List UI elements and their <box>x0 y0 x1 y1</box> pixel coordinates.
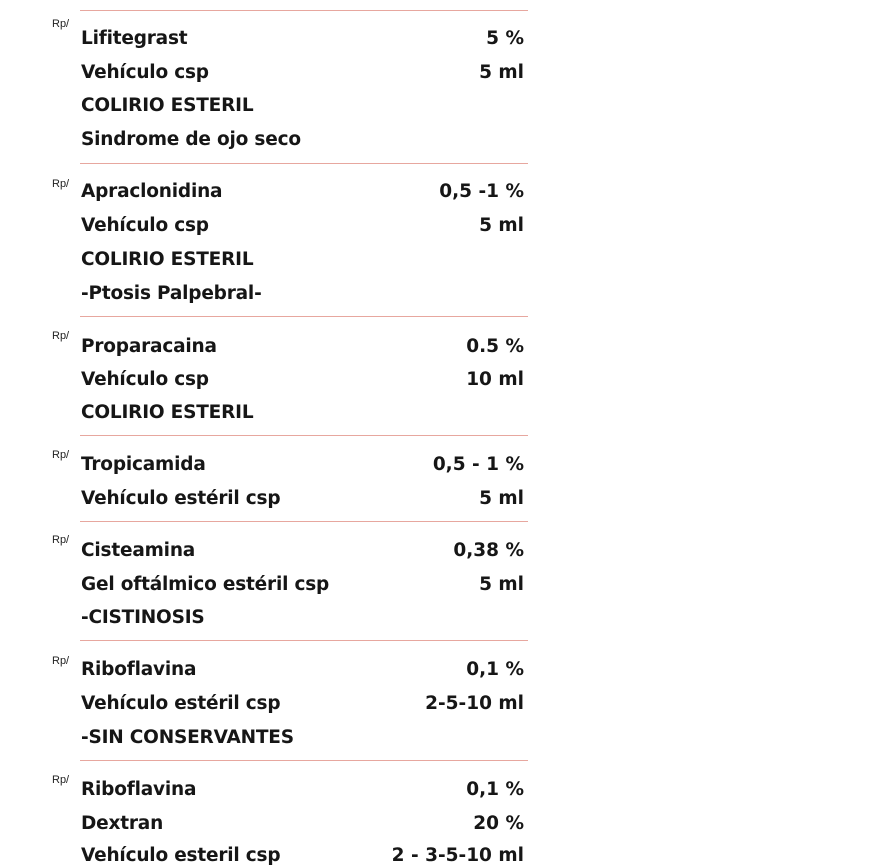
rp-label: Rp/ <box>52 534 70 546</box>
formula-line-text: -CISTINOSIS <box>81 607 205 628</box>
formula-line-text: Vehículo estéril csp <box>81 488 281 509</box>
formula-line-text: Riboflavina <box>81 779 197 800</box>
rp-label: Rp/ <box>52 330 70 342</box>
formula-line-text: Vehículo csp <box>81 62 209 83</box>
divider-line <box>80 435 528 436</box>
divider-line <box>80 760 528 761</box>
formula-line-text: COLIRIO ESTERIL <box>81 402 254 423</box>
formula-line-text: Riboflavina <box>81 659 197 680</box>
rp-label: Rp/ <box>52 178 70 190</box>
formula-line-value: 0,1 % <box>466 779 524 800</box>
divider-line <box>80 521 528 522</box>
rp-label: Rp/ <box>52 655 70 667</box>
formula-line-value: 0,1 % <box>466 659 524 680</box>
formula-line-value: 5 ml <box>479 488 524 509</box>
formula-line-text: -Ptosis Palpebral- <box>81 283 262 304</box>
formula-line-text: Proparacaina <box>81 336 217 357</box>
formula-line-text: -SIN CONSERVANTES <box>81 727 294 748</box>
formula-line-text: COLIRIO ESTERIL <box>81 95 254 116</box>
divider-line <box>80 163 528 164</box>
formula-line-value: 10 ml <box>466 369 524 390</box>
formula-line-text: Cisteamina <box>81 540 196 561</box>
formula-line-text: Apraclonidina <box>81 181 223 202</box>
formula-line-value: 2 - 3-5-10 ml <box>391 845 524 866</box>
formula-line-value: 5 ml <box>479 215 524 236</box>
rp-label: Rp/ <box>52 18 70 30</box>
rp-label: Rp/ <box>52 449 70 461</box>
formula-line-text: Dextran <box>81 813 164 834</box>
formula-line-value: 0,5 -1 % <box>439 181 524 202</box>
formula-line-value: 5 ml <box>479 62 524 83</box>
formula-line-text: Lifitegrast <box>81 28 188 49</box>
divider-line <box>80 316 528 317</box>
formula-line-text: Vehículo csp <box>81 215 209 236</box>
formula-line-value: 0,5 - 1 % <box>432 454 524 475</box>
formula-line-value: 5 ml <box>479 574 524 595</box>
formula-line-text: Gel oftálmico estéril csp <box>81 574 330 595</box>
formula-line-text: COLIRIO ESTERIL <box>81 249 254 270</box>
divider-line <box>80 10 528 11</box>
divider-line <box>80 640 528 641</box>
formula-line-value: 0.5 % <box>466 336 524 357</box>
formula-line-text: Tropicamida <box>81 454 206 475</box>
formula-line-value: 20 % <box>473 813 524 834</box>
formula-line-value: 2-5-10 ml <box>425 693 524 714</box>
rp-label: Rp/ <box>52 774 70 786</box>
formula-line-text: Vehículo esteril csp <box>81 845 281 866</box>
formula-line-text: Vehículo csp <box>81 369 209 390</box>
formula-line-text: Sindrome de ojo seco <box>81 129 301 150</box>
formula-line-value: 5 % <box>486 28 524 49</box>
formula-line-value: 0,38 % <box>453 540 524 561</box>
formula-line-text: Vehículo estéril csp <box>81 693 281 714</box>
